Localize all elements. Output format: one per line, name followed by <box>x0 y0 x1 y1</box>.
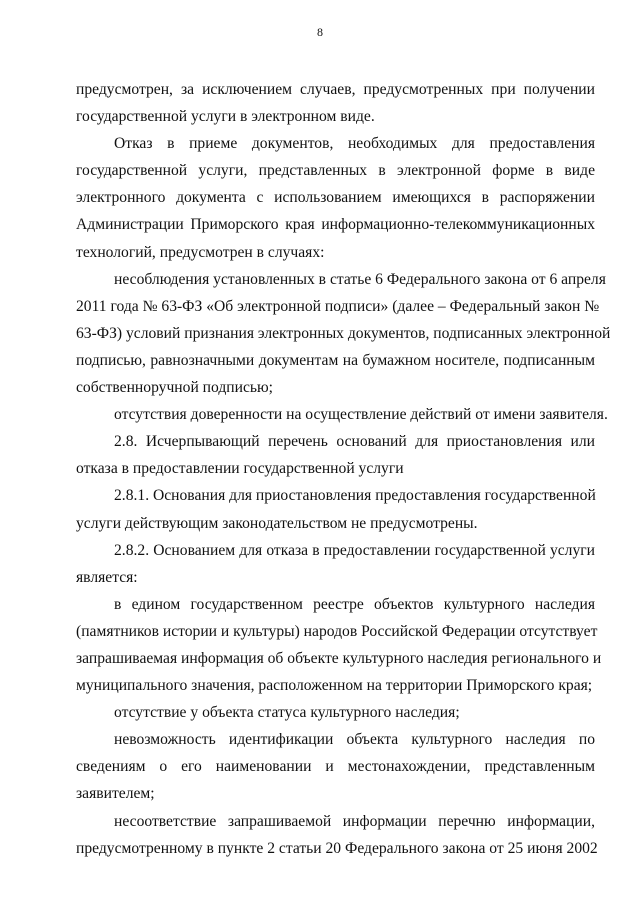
text-line: является: <box>76 568 138 586</box>
paragraph-3 <box>76 266 611 401</box>
text-line: в едином государственном реестре объектов культурного наследия <box>114 595 595 613</box>
text-line: предусмотренному в пункте 2 статьи 20 Федерального закона от 25 июня 2002 <box>76 839 598 857</box>
text-line: государственной услуги в электронном виде. <box>76 108 375 126</box>
text-line: несоответствие запрашиваемой информации перечню информации, <box>114 812 595 830</box>
section-heading-2-8 <box>76 428 595 482</box>
text-line: муниципального значения, расположенном на территории Приморского края; <box>76 677 593 695</box>
text-line: электронного документа с использованием имеющихся в распоряжении <box>76 189 595 207</box>
paragraph-2-8-1 <box>76 482 595 536</box>
text-line: услуги действующим законодательством не предусмотрены. <box>76 514 478 532</box>
text-line: сведениям о его наименовании и местонахождении, представленным <box>76 758 595 776</box>
text-line: подписью, равнозначными документам на бумажном носителе, подписанным <box>76 351 595 369</box>
paragraph-1 <box>76 76 595 130</box>
text-line: запрашиваемая информация об объекте культурного наследия регионального и <box>76 649 602 667</box>
text-line: отказа в предоставлении государственной услуги <box>76 460 404 478</box>
text-line: 2011 года № 63-ФЗ «Об электронной подписи» (далее – Федеральный закон № <box>76 297 600 315</box>
text-line: предусмотрен, за исключением случаев, предусмотренных при получении <box>76 81 595 98</box>
text-line: отсутствие у объекта статуса культурного наследия; <box>114 704 460 722</box>
text-line: государственной услуги, представленных в электронной форме в виде <box>76 162 595 180</box>
text-line: 2.8.2. Основанием для отказа в предоставлении государственной услуги <box>114 541 595 559</box>
text-line: отсутствия доверенности на осуществление действий от имени заявителя. <box>114 406 608 424</box>
text-line: заявителем; <box>76 785 155 803</box>
text-line: технологий, предусмотрен в случаях: <box>76 243 325 261</box>
paragraph-2-8-2 <box>76 537 595 591</box>
text-line: Администрации Приморского края информационно-телекоммуникационных <box>76 216 595 234</box>
paragraph-registry <box>76 591 602 699</box>
text-line: 2.8. Исчерпывающий перечень оснований для приостановления или <box>114 433 595 451</box>
text-line: несоблюдения установленных в статье 6 Федерального закона от 6 апреля <box>114 270 606 288</box>
text-line: 63-ФЗ) условий признания электронных документов, подписанных электронной <box>76 324 611 342</box>
text-line: (памятников истории и культуры) народов Российской Федерации отсутствует <box>76 622 598 640</box>
paragraph-identification <box>76 726 595 807</box>
paragraph-2 <box>76 130 595 265</box>
paragraph-no-status <box>76 699 595 726</box>
text-line: 2.8.1. Основания для приостановления предоставления государственной <box>114 487 596 505</box>
page-number: 8 <box>317 25 323 39</box>
paragraph-mismatch <box>76 808 598 862</box>
document-body <box>76 76 611 862</box>
text-line: собственноручной подписью; <box>76 379 274 397</box>
text-line: Отказ в приеме документов, необходимых для предоставления <box>114 135 595 153</box>
text-line: невозможность идентификации объекта культурного наследия по <box>114 731 595 749</box>
paragraph-4 <box>76 401 608 428</box>
